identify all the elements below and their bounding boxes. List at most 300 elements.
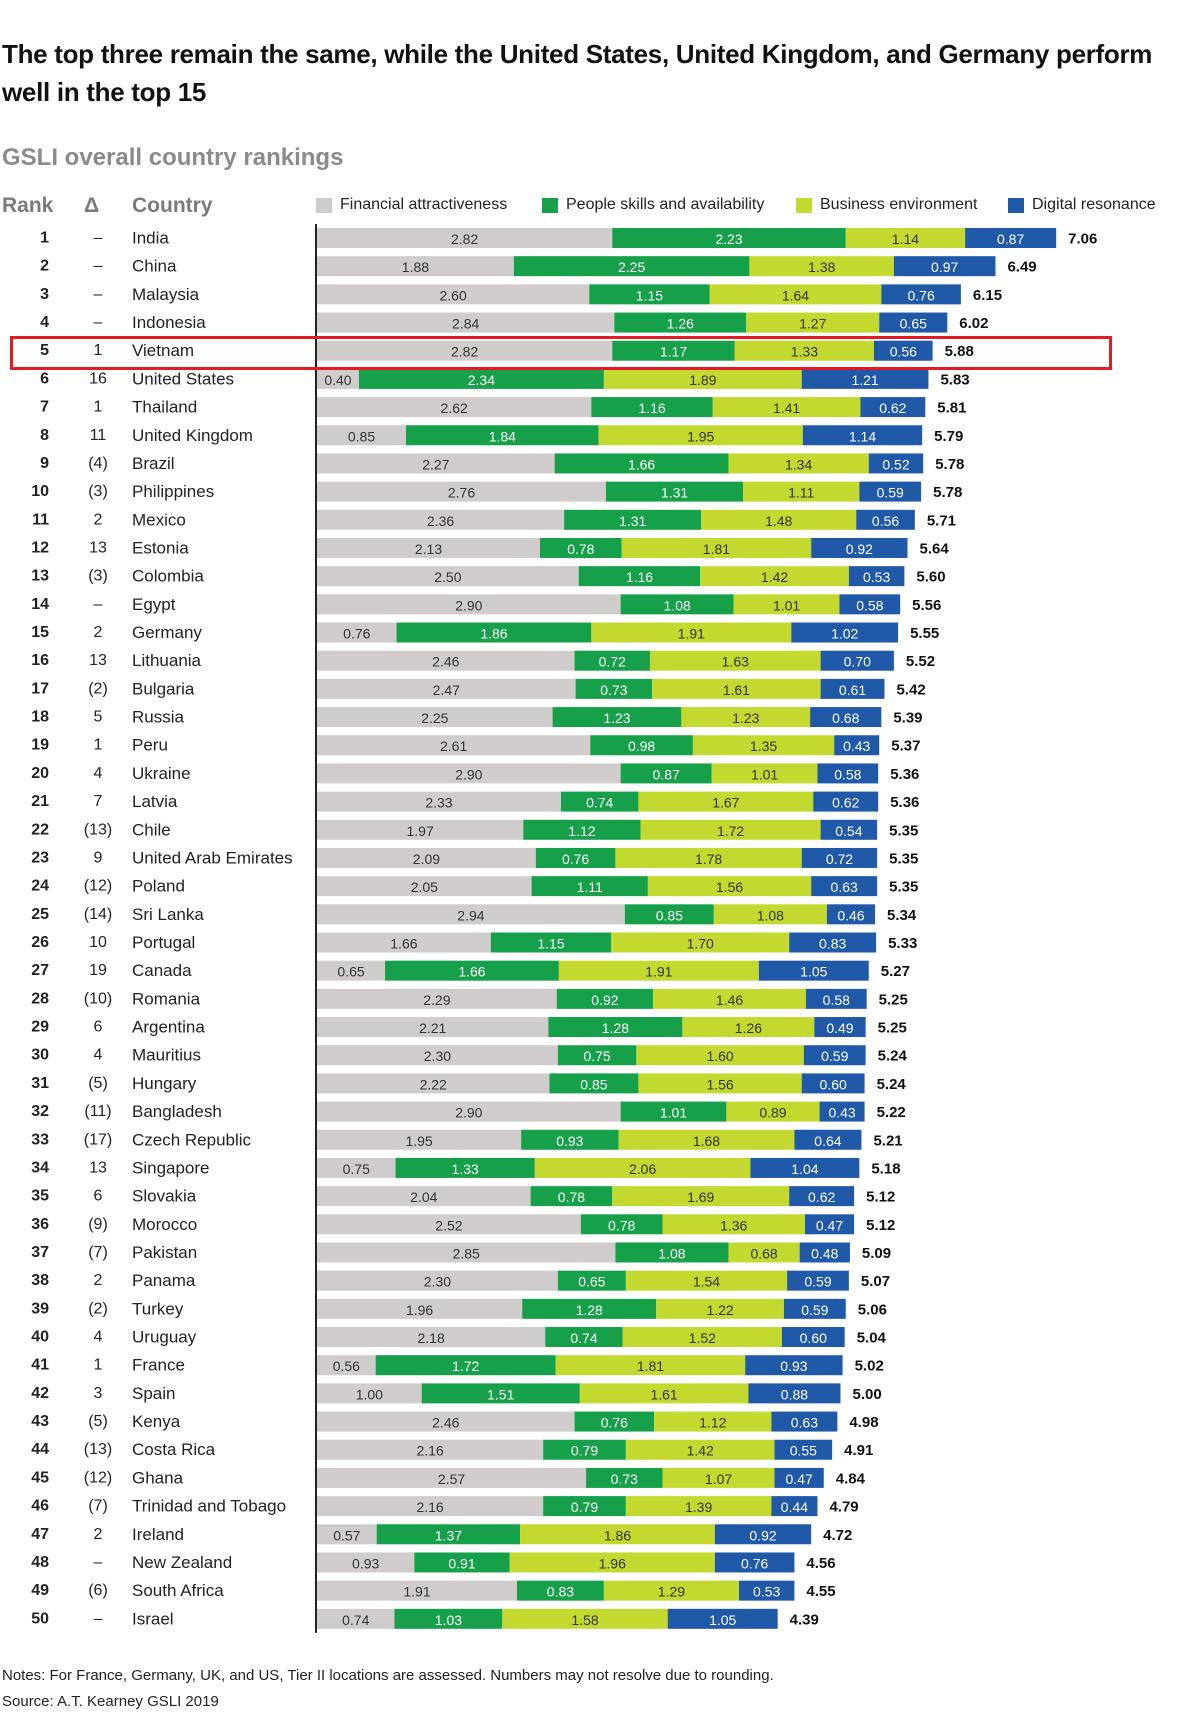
rank-label: 11 xyxy=(32,511,49,529)
total-score-label: 5.78 xyxy=(933,484,963,502)
highlight-box-vietnam xyxy=(10,336,1112,370)
segment-value-label: 2.90 xyxy=(455,766,483,783)
notes-text: Notes: For France, Germany, UK, and US, Tier II locations are assessed. Numbers may not resolve due to rounding. xyxy=(2,1667,774,1684)
segment-value-label: 1.16 xyxy=(625,569,654,586)
segment-value-label: 0.58 xyxy=(822,991,850,1008)
country-label: New Zealand xyxy=(132,1552,233,1572)
rank-label: 36 xyxy=(31,1215,49,1233)
segment-value-label: 0.75 xyxy=(342,1160,370,1177)
delta-label: (13) xyxy=(83,821,113,839)
country-label: Costa Rica xyxy=(132,1440,216,1460)
total-score-label: 6.15 xyxy=(972,286,1003,304)
country-label: Colombia xyxy=(132,566,204,586)
segment-value-label: 0.65 xyxy=(337,963,365,980)
total-score-label: 5.22 xyxy=(876,1104,906,1122)
delta-label: 11 xyxy=(89,426,107,444)
delta-label: 10 xyxy=(89,934,107,951)
segment-value-label: 1.88 xyxy=(401,259,430,276)
segment-value-label: 1.15 xyxy=(537,935,565,952)
country-label: Pakistan xyxy=(132,1242,198,1262)
delta-label: (12) xyxy=(83,1469,113,1487)
segment-value-label: 2.25 xyxy=(617,259,646,276)
delta-label: 2 xyxy=(93,624,103,642)
segment-value-label: 2.22 xyxy=(419,1076,447,1093)
delta-label: (2) xyxy=(88,680,108,698)
segment-value-label: 2.47 xyxy=(432,681,460,698)
country-label: United Kingdom xyxy=(132,425,253,445)
segment-value-label: 0.88 xyxy=(780,1386,809,1403)
segment-value-label: 1.66 xyxy=(627,456,656,473)
legend-label-people-skills: People skills and availability xyxy=(566,196,765,213)
segment-value-label: 0.74 xyxy=(342,1611,370,1628)
total-score-label: 5.79 xyxy=(934,427,964,445)
rank-label: 42 xyxy=(31,1384,49,1402)
segment-value-label: 2.76 xyxy=(447,484,476,501)
segment-value-label: 0.72 xyxy=(825,850,854,867)
segment-value-label: 0.76 xyxy=(741,1555,769,1572)
rank-label: 12 xyxy=(31,539,49,557)
delta-label: 1 xyxy=(93,736,103,754)
segment-value-label: 1.66 xyxy=(458,963,486,980)
segment-value-label: 1.48 xyxy=(765,512,793,529)
total-score-label: 7.06 xyxy=(1068,230,1098,248)
segment-value-label: 1.01 xyxy=(659,1104,688,1121)
rank-label: 50 xyxy=(31,1610,49,1628)
delta-label: 13 xyxy=(89,1159,107,1177)
segment-value-label: 1.08 xyxy=(663,597,691,614)
total-score-label: 5.35 xyxy=(889,822,919,840)
delta-label: 13 xyxy=(89,539,107,557)
delta-label: 2 xyxy=(93,511,103,529)
segment-value-label: 1.08 xyxy=(658,1245,686,1262)
segment-value-label: 1.11 xyxy=(788,484,815,501)
rank-label: 32 xyxy=(31,1103,49,1121)
rank-label: 38 xyxy=(31,1272,49,1290)
total-score-label: 6.49 xyxy=(1007,258,1037,276)
segment-value-label: 1.31 xyxy=(660,484,689,501)
segment-value-label: 1.36 xyxy=(720,1217,748,1234)
delta-label: (3) xyxy=(88,483,108,501)
segment-value-label: 1.86 xyxy=(603,1527,632,1544)
segment-value-label: 2.21 xyxy=(419,1020,447,1037)
segment-value-label: 1.33 xyxy=(790,343,819,360)
rank-label: 2 xyxy=(40,257,49,275)
rank-label: 31 xyxy=(31,1074,49,1092)
rank-label: 13 xyxy=(31,567,49,585)
segment-value-label: 2.46 xyxy=(432,653,460,670)
total-score-label: 5.04 xyxy=(856,1329,886,1347)
segment-value-label: 1.96 xyxy=(405,1301,434,1318)
total-score-label: 4.39 xyxy=(789,1611,819,1629)
country-label: Trinidad and Tobago xyxy=(132,1496,287,1516)
delta-label: (7) xyxy=(88,1497,108,1515)
rank-label: 9 xyxy=(40,454,49,472)
segment-value-label: 0.47 xyxy=(785,1470,813,1487)
total-score-label: 5.36 xyxy=(890,765,920,783)
country-label: Uruguay xyxy=(132,1327,197,1347)
segment-value-label: 0.73 xyxy=(610,1470,638,1487)
segment-value-label: 1.22 xyxy=(706,1301,734,1318)
total-score-label: 5.24 xyxy=(876,1075,906,1093)
country-label: Lithuania xyxy=(132,651,202,671)
segment-value-label: 0.85 xyxy=(347,428,376,445)
segment-value-label: 1.02 xyxy=(831,625,859,642)
segment-value-label: 1.08 xyxy=(756,907,784,924)
segment-value-label: 0.53 xyxy=(753,1583,781,1600)
segment-value-label: 0.87 xyxy=(997,231,1025,247)
segment-value-label: 0.56 xyxy=(889,343,917,360)
segment-value-label: 2.27 xyxy=(422,456,450,473)
country-label: Romania xyxy=(132,989,201,1009)
delta-label: – xyxy=(93,229,103,247)
segment-value-label: 1.68 xyxy=(692,1132,721,1149)
segment-value-label: 2.23 xyxy=(715,231,743,247)
country-label: Mexico xyxy=(132,510,186,530)
total-score-label: 5.07 xyxy=(860,1273,891,1291)
segment-value-label: 1.67 xyxy=(712,794,740,811)
segment-value-label: 0.44 xyxy=(780,1499,809,1516)
rank-label: 14 xyxy=(31,595,49,613)
delta-label: 7 xyxy=(93,793,103,811)
rank-label: 16 xyxy=(31,652,49,670)
segment-value-label: 0.61 xyxy=(838,681,867,698)
country-label: United States xyxy=(132,369,235,389)
segment-value-label: 0.40 xyxy=(324,371,352,388)
segment-value-label: 1.28 xyxy=(601,1020,630,1037)
segment-value-label: 0.92 xyxy=(845,540,873,557)
segment-value-label: 1.52 xyxy=(688,1330,716,1347)
segment-value-label: 1.42 xyxy=(760,569,789,586)
country-label: Bangladesh xyxy=(132,1102,222,1122)
source-text: Source: A.T. Kearney GSLI 2019 xyxy=(2,1693,219,1710)
country-label: Sri Lanka xyxy=(132,904,204,924)
segment-value-label: 1.41 xyxy=(772,400,801,417)
segment-value-label: 2.84 xyxy=(452,315,480,332)
segment-value-label: 1.61 xyxy=(722,681,750,698)
country-label: Indonesia xyxy=(132,313,206,333)
rank-label: 46 xyxy=(31,1497,49,1515)
total-score-label: 5.12 xyxy=(866,1216,896,1234)
legend-label-financial: Financial attractiveness xyxy=(340,196,508,213)
total-score-label: 5.21 xyxy=(873,1132,903,1150)
segment-value-label: 1.89 xyxy=(689,371,717,388)
segment-value-label: 2.30 xyxy=(423,1048,452,1065)
segment-value-label: 0.85 xyxy=(655,907,683,924)
segment-value-label: 0.74 xyxy=(570,1330,598,1347)
total-score-label: 6.02 xyxy=(959,315,989,333)
rank-label: 23 xyxy=(31,849,49,867)
segment-value-label: 0.98 xyxy=(627,738,656,755)
segment-value-label: 0.73 xyxy=(600,681,628,698)
total-score-label: 5.52 xyxy=(905,653,936,671)
delta-label: (12) xyxy=(83,877,113,895)
segment-value-label: 1.56 xyxy=(706,1076,734,1093)
segment-value-label: 2.82 xyxy=(451,343,479,360)
segment-value-label: 2.34 xyxy=(467,371,496,388)
delta-label: (4) xyxy=(88,454,108,472)
total-score-label: 5.78 xyxy=(935,455,965,473)
segment-value-label: 1.54 xyxy=(692,1273,721,1290)
country-label: Ukraine xyxy=(132,763,191,783)
segment-value-label: 0.49 xyxy=(826,1020,854,1037)
rank-label: 25 xyxy=(31,905,49,923)
rank-label: 7 xyxy=(40,398,49,416)
segment-value-label: 2.60 xyxy=(439,287,467,304)
rank-label: 1 xyxy=(40,229,49,247)
segment-value-label: 2.90 xyxy=(455,597,483,614)
segment-value-label: 1.86 xyxy=(480,625,508,642)
segment-value-label: 2.30 xyxy=(423,1273,452,1290)
segment-value-label: 0.56 xyxy=(332,1358,360,1375)
country-label: Ghana xyxy=(132,1468,184,1488)
segment-value-label: 1.28 xyxy=(575,1301,603,1318)
segment-value-label: 1.96 xyxy=(598,1555,626,1572)
rank-column-header: Rank xyxy=(2,194,54,217)
country-label: Portugal xyxy=(132,933,196,952)
segment-value-label: 0.92 xyxy=(749,1527,777,1544)
delta-label: – xyxy=(93,314,103,332)
segment-value-label: 2.05 xyxy=(410,879,438,896)
segment-value-label: 2.29 xyxy=(423,991,451,1008)
segment-value-label: 1.58 xyxy=(571,1611,599,1628)
segment-value-label: 0.89 xyxy=(759,1104,787,1121)
segment-value-label: 0.65 xyxy=(899,315,927,332)
delta-label: (10) xyxy=(83,990,113,1008)
segment-value-label: 0.87 xyxy=(652,766,680,783)
segment-value-label: 0.63 xyxy=(830,879,858,896)
rank-label: 19 xyxy=(31,736,49,754)
delta-label: 4 xyxy=(93,764,103,782)
segment-value-label: 1.15 xyxy=(635,287,664,304)
segment-value-label: 2.16 xyxy=(416,1499,444,1516)
segment-value-label: 0.68 xyxy=(750,1245,778,1262)
delta-label: (13) xyxy=(83,1441,113,1459)
delta-label: (7) xyxy=(88,1243,108,1261)
total-score-label: 5.12 xyxy=(866,1188,896,1206)
country-label: Thailand xyxy=(132,397,198,417)
rank-label: 21 xyxy=(31,793,49,811)
total-score-label: 5.33 xyxy=(888,935,918,952)
country-label: Poland xyxy=(132,876,185,896)
country-label: Peru xyxy=(132,735,168,755)
delta-label: 4 xyxy=(93,1046,103,1064)
delta-label: 13 xyxy=(89,652,107,670)
segment-value-label: 0.72 xyxy=(598,653,626,670)
total-score-label: 4.84 xyxy=(835,1470,865,1488)
segment-value-label: 1.37 xyxy=(434,1527,463,1544)
country-label: United Arab Emirates xyxy=(132,848,293,868)
rank-label: 20 xyxy=(31,764,49,782)
total-score-label: 5.09 xyxy=(861,1244,892,1262)
segment-value-label: 1.39 xyxy=(685,1499,713,1516)
segment-value-label: 1.16 xyxy=(638,400,666,417)
total-score-label: 5.24 xyxy=(877,1047,907,1065)
rank-label: 6 xyxy=(40,370,49,388)
total-score-label: 5.36 xyxy=(890,794,920,812)
total-score-label: 5.83 xyxy=(940,371,970,389)
chart-subtitle: GSLI overall country rankings xyxy=(2,144,344,171)
segment-value-label: 0.59 xyxy=(801,1301,829,1318)
segment-value-label: 1.46 xyxy=(715,991,744,1008)
segment-value-label: 0.92 xyxy=(591,991,619,1008)
segment-value-label: 0.59 xyxy=(821,1048,849,1065)
rank-label: 29 xyxy=(31,1018,49,1036)
country-label: Morocco xyxy=(132,1214,198,1234)
country-label: Slovakia xyxy=(132,1186,197,1206)
segment-value-label: 1.01 xyxy=(772,597,801,614)
segment-value-label: 1.51 xyxy=(487,1386,515,1403)
country-label: Chile xyxy=(132,820,171,840)
segment-value-label: 0.48 xyxy=(811,1245,839,1262)
segment-value-label: 0.62 xyxy=(832,794,860,811)
rank-label: 37 xyxy=(31,1243,49,1261)
segment-value-label: 0.63 xyxy=(790,1414,819,1431)
total-score-label: 5.27 xyxy=(880,963,910,981)
segment-value-label: 1.27 xyxy=(799,315,827,332)
total-score-label: 4.55 xyxy=(806,1583,836,1601)
country-label: Ireland xyxy=(132,1524,184,1544)
segment-value-label: 2.94 xyxy=(457,907,485,924)
segment-value-label: 2.16 xyxy=(416,1442,444,1459)
segment-value-label: 1.03 xyxy=(434,1611,463,1628)
delta-column-header: Δ xyxy=(84,194,100,217)
segment-value-label: 2.57 xyxy=(437,1470,466,1487)
total-score-label: 4.79 xyxy=(829,1498,859,1516)
segment-value-label: 0.79 xyxy=(570,1442,599,1459)
segment-value-label: 1.70 xyxy=(686,935,714,952)
country-label: Philippines xyxy=(132,482,215,502)
country-column-header: Country xyxy=(132,194,213,217)
segment-value-label: 1.97 xyxy=(406,822,434,839)
delta-label: 1 xyxy=(93,398,103,416)
total-score-label: 5.02 xyxy=(854,1357,884,1375)
delta-label: 3 xyxy=(93,1384,103,1402)
delta-label: – xyxy=(93,285,103,303)
country-label: Egypt xyxy=(132,594,176,614)
country-label: Malaysia xyxy=(132,284,200,304)
segment-value-label: 1.07 xyxy=(704,1470,733,1487)
segment-value-label: 1.01 xyxy=(750,766,779,783)
rank-label: 33 xyxy=(31,1131,49,1149)
country-label: China xyxy=(132,256,177,276)
segment-value-label: 0.85 xyxy=(580,1076,608,1093)
segment-value-label: 1.17 xyxy=(659,343,688,360)
segment-value-label: 1.21 xyxy=(851,371,879,388)
total-score-label: 5.37 xyxy=(891,737,921,755)
total-score-label: 5.25 xyxy=(877,1019,907,1037)
segment-value-label: 0.59 xyxy=(876,484,904,501)
delta-label: (6) xyxy=(88,1582,108,1600)
segment-value-label: 0.46 xyxy=(837,907,865,924)
segment-value-label: 0.75 xyxy=(583,1048,611,1065)
rank-label: 35 xyxy=(31,1187,49,1205)
segment-value-label: 2.06 xyxy=(628,1160,657,1177)
segment-value-label: 0.68 xyxy=(832,710,860,727)
segment-value-label: 1.23 xyxy=(732,710,760,727)
rank-label: 48 xyxy=(31,1553,49,1571)
segment-value-label: 1.64 xyxy=(781,287,810,304)
segment-value-label: 2.52 xyxy=(435,1217,463,1234)
segment-value-label: 2.61 xyxy=(440,738,468,755)
country-label: Canada xyxy=(132,961,192,981)
segment-value-label: 2.85 xyxy=(452,1245,480,1262)
segment-value-label: 1.23 xyxy=(603,710,631,727)
segment-value-label: 0.76 xyxy=(907,287,935,304)
total-score-label: 5.18 xyxy=(871,1160,901,1178)
segment-value-label: 0.65 xyxy=(578,1273,606,1290)
country-label: Russia xyxy=(132,707,184,727)
delta-label: – xyxy=(93,1553,103,1571)
segment-value-label: 1.72 xyxy=(452,1358,480,1375)
segment-value-label: 1.26 xyxy=(666,315,694,332)
segment-value-label: 0.78 xyxy=(567,540,595,557)
segment-value-label: 1.14 xyxy=(848,428,877,445)
total-score-label: 5.56 xyxy=(912,596,942,614)
segment-value-label: 0.97 xyxy=(931,259,959,276)
country-label: Argentina xyxy=(132,1017,205,1037)
segment-value-label: 1.04 xyxy=(791,1160,819,1177)
segment-value-label: 1.00 xyxy=(355,1386,383,1403)
segment-value-label: 0.79 xyxy=(570,1499,599,1516)
total-score-label: 5.06 xyxy=(857,1301,887,1319)
country-label: Turkey xyxy=(132,1299,184,1319)
rank-label: 41 xyxy=(31,1356,49,1374)
country-label: Vietnam xyxy=(132,341,195,361)
rank-label: 4 xyxy=(40,314,49,332)
legend-label-digital: Digital resonance xyxy=(1032,196,1156,213)
total-score-label: 5.81 xyxy=(937,399,967,417)
segment-value-label: 0.53 xyxy=(862,569,891,586)
segment-value-label: 1.91 xyxy=(677,625,705,642)
segment-value-label: 1.95 xyxy=(687,428,715,445)
delta-label: (5) xyxy=(88,1074,108,1092)
segment-value-label: 0.57 xyxy=(333,1527,361,1544)
segment-value-label: 0.76 xyxy=(343,625,371,642)
segment-value-label: 1.12 xyxy=(568,822,596,839)
country-label: Israel xyxy=(132,1609,174,1629)
delta-label: 9 xyxy=(93,849,103,867)
segment-value-label: 0.64 xyxy=(814,1132,842,1149)
country-label: Bulgaria xyxy=(132,679,195,699)
total-score-label: 5.39 xyxy=(893,709,923,727)
rank-label: 40 xyxy=(31,1328,49,1346)
rank-label: 47 xyxy=(31,1525,49,1543)
delta-label: 2 xyxy=(93,1272,103,1290)
total-score-label: 5.25 xyxy=(878,991,908,1009)
segment-value-label: 1.95 xyxy=(405,1132,433,1149)
rank-label: 8 xyxy=(40,426,49,444)
segment-value-label: 2.50 xyxy=(434,569,462,586)
total-score-label: 4.72 xyxy=(823,1526,853,1544)
country-label: Mauritius xyxy=(132,1045,201,1065)
country-label: Panama xyxy=(132,1271,196,1291)
country-label: Estonia xyxy=(132,538,189,558)
segment-value-label: 1.14 xyxy=(891,231,920,247)
segment-value-label: 1.35 xyxy=(749,738,778,755)
segment-value-label: 0.93 xyxy=(352,1555,380,1572)
segment-value-label: 0.47 xyxy=(815,1217,844,1234)
segment-value-label: 1.91 xyxy=(645,963,673,980)
segment-value-label: 1.31 xyxy=(619,512,647,529)
total-score-label: 5.64 xyxy=(919,540,949,558)
delta-label: 16 xyxy=(89,370,107,388)
segment-value-label: 2.90 xyxy=(455,1104,483,1121)
segment-value-label: 2.04 xyxy=(410,1189,438,1206)
rank-label: 26 xyxy=(31,934,49,951)
segment-value-label: 1.05 xyxy=(800,963,828,980)
delta-label: 19 xyxy=(89,962,107,980)
segment-value-label: 0.62 xyxy=(808,1189,836,1206)
